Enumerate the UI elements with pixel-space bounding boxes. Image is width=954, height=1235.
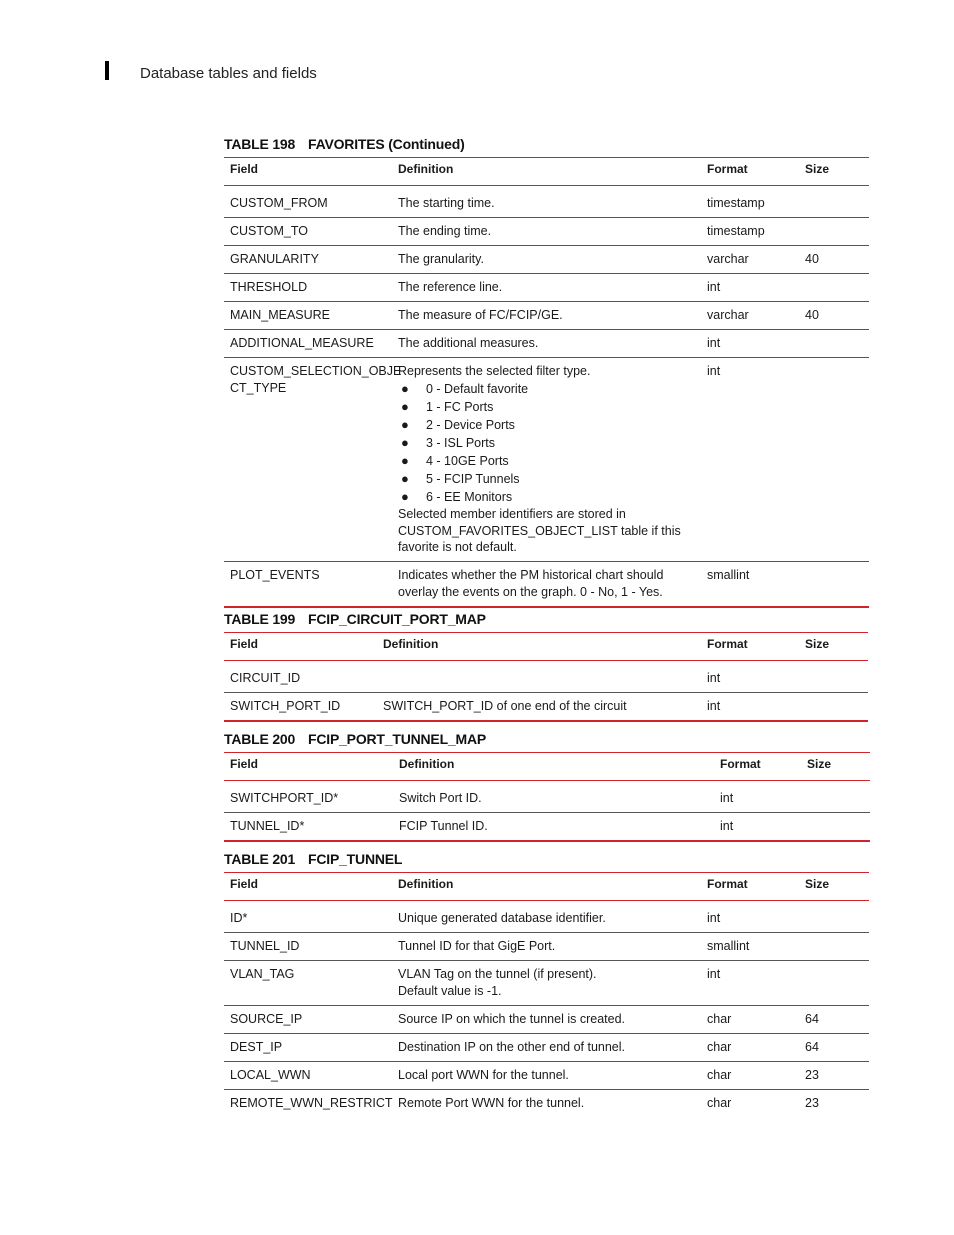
field-cell: CUSTOM_TO [224,218,392,246]
field-line: CUSTOM_SELECTION_OBJE [230,364,402,378]
bullet-icon: ● [401,471,409,486]
definition-cell: Tunnel ID for that GigE Port. [392,933,701,961]
list-item [398,380,695,398]
list-item [398,470,695,488]
field-cell: VLAN_TAG [224,961,392,1006]
field-cell: TUNNEL_ID* [224,813,393,842]
size-cell: 40 [799,302,869,330]
table-number: TABLE 199 [224,611,296,627]
column-header: Size [799,158,869,186]
format-cell: varchar [701,246,799,274]
format-cell: int [701,961,799,1006]
field-cell: GRANULARITY [224,246,392,274]
chapter-marker-bar [105,61,109,80]
list-item-text: 6 - EE Monitors [426,490,513,504]
size-cell [799,961,869,1006]
column-header: Size [799,633,868,661]
column-header: Field [224,753,393,781]
table-row [224,246,869,274]
size-cell [799,274,869,302]
table-row [224,218,869,246]
field-cell: THRESHOLD [224,274,392,302]
definition-cell: The starting time. [392,186,701,218]
size-cell [799,901,869,933]
size-cell: 40 [799,246,869,274]
list-item-text: 3 - ISL Ports [426,436,496,450]
bullet-icon: ● [401,489,409,504]
field-cell: CIRCUIT_ID [224,661,377,693]
column-header: Field [224,633,377,661]
field-cell: MAIN_MEASURE [224,302,392,330]
column-header: Size [799,873,869,901]
running-header: Database tables and fields [140,65,317,82]
table-row [224,274,869,302]
table-row [224,901,869,933]
table-row [224,1006,869,1034]
size-cell [799,693,868,722]
format-cell: varchar [701,302,799,330]
format-cell: timestamp [701,186,799,218]
field-cell: PLOT_EVENTS [224,561,392,607]
table-number: TABLE 201 [224,851,296,867]
table-name: FCIP_PORT_TUNNEL_MAP [308,731,487,747]
field-cell [224,358,402,562]
field-cell: ID* [224,901,392,933]
field-cell: ADDITIONAL_MEASURE [224,330,392,358]
table-row [224,961,869,1006]
table-row [224,693,868,722]
definition-cell: Indicates whether the PM historical chart should overlay the events on the graph. 0 - No, 1 - Yes. [392,561,701,607]
table-row [224,1090,869,1118]
format-cell: smallint [701,933,799,961]
size-cell [801,781,870,813]
format-cell: int [714,781,801,813]
table-201-caption [224,851,402,867]
field-cell: SWITCHPORT_ID* [224,781,393,813]
list-item [398,434,695,452]
table-number: TABLE 200 [224,731,296,747]
table-200 [224,752,870,842]
table-row [224,813,870,842]
list-item [398,452,695,470]
definition-cell: The reference line. [392,274,701,302]
table-row [224,1062,869,1090]
list-item-text: 4 - 10GE Ports [426,454,509,468]
definition-text: Default value is -1. [398,984,502,998]
size-cell [799,330,869,358]
column-header: Size [801,753,870,781]
column-header: Definition [392,158,701,186]
table-row [224,781,870,813]
column-header: Definition [393,753,714,781]
format-cell: smallint [701,561,799,607]
size-cell [799,933,869,961]
definition-cell: FCIP Tunnel ID. [393,813,714,842]
size-cell: 23 [799,1062,869,1090]
field-cell: REMOTE_WWN_RESTRICT [230,1096,393,1110]
definition-text: Represents the selected filter type. [398,364,591,378]
definition-cell: Source IP on which the tunnel is created. [392,1006,701,1034]
list-item [398,488,695,506]
table-row [224,561,869,607]
table-198 [224,157,869,608]
field-cell: TUNNEL_ID [224,933,392,961]
list-item-text: 5 - FCIP Tunnels [426,472,520,486]
format-cell: timestamp [701,218,799,246]
column-header: Format [701,633,799,661]
format-cell: char [701,1034,799,1062]
table-201 [224,872,869,1117]
definition-cell: SWITCH_PORT_ID of one end of the circuit [377,693,701,722]
definition-cell: The measure of FC/FCIP/GE. [392,302,701,330]
table-name: FCIP_CIRCUIT_PORT_MAP [308,611,486,627]
filter-type-list [398,380,695,506]
field-line: CT_TYPE [230,381,287,395]
field-cell: SWITCH_PORT_ID [224,693,377,722]
list-item-text: 1 - FC Ports [426,400,494,414]
table-198-caption [224,136,465,152]
bullet-icon: ● [401,399,409,414]
format-cell: char [701,1006,799,1034]
size-cell [799,358,869,562]
table-header-row [224,753,870,781]
definition-cell: Destination IP on the other end of tunnel. [392,1034,701,1062]
column-header: Field [224,158,392,186]
column-header: Format [701,158,799,186]
field-cell: DEST_IP [224,1034,392,1062]
list-item-text: 2 - Device Ports [426,418,515,432]
format-cell: int [714,813,801,842]
table-row [224,358,869,562]
definition-cell: Remote Port WWN for the tunnel. [398,1096,585,1110]
table-row [224,186,869,218]
table-row [224,661,868,693]
definition-cell: The additional measures. [392,330,701,358]
bullet-icon: ● [401,435,409,450]
table-199-caption [224,611,486,627]
size-cell [799,218,869,246]
definition-cell: The granularity. [392,246,701,274]
column-header: Field [224,873,392,901]
table-row [224,1034,869,1062]
format-cell: int [701,693,799,722]
format-cell: int [701,274,799,302]
list-item [398,398,695,416]
table-row [224,330,869,358]
definition-cell [377,661,701,693]
table-name: FAVORITES (Continued) [308,136,465,152]
field-cell: SOURCE_IP [224,1006,392,1034]
definition-cell: The ending time. [392,218,701,246]
size-cell: 23 [805,1096,819,1110]
table-row [224,933,869,961]
column-header: Definition [392,873,701,901]
field-cell: CUSTOM_FROM [224,186,392,218]
definition-text: VLAN Tag on the tunnel (if present). [398,967,597,981]
definition-note: Selected member identifiers are stored in CUSTOM_FAVORITES_OBJECT_LIST table if this favorite is not default. [398,507,681,554]
column-header: Format [701,873,799,901]
size-cell: 64 [799,1006,869,1034]
size-cell [799,186,869,218]
bullet-icon: ● [401,453,409,468]
format-cell: int [701,330,799,358]
size-cell [799,661,868,693]
format-cell: int [701,358,799,562]
table-number: TABLE 198 [224,136,296,152]
format-cell: int [701,661,799,693]
list-item [398,416,695,434]
table-row [224,302,869,330]
format-cell: char [707,1096,732,1110]
field-cell: LOCAL_WWN [224,1062,392,1090]
table-200-caption [224,731,486,747]
format-cell: int [701,901,799,933]
bullet-icon: ● [401,417,409,432]
table-header-row [224,633,868,661]
bullet-icon: ● [401,381,409,396]
table-header-row [224,873,869,901]
definition-cell [392,358,701,562]
definition-cell [392,961,701,1006]
list-item-text: 0 - Default favorite [426,382,529,396]
column-header: Format [714,753,801,781]
format-cell: char [701,1062,799,1090]
definition-cell: Unique generated database identifier. [392,901,701,933]
column-header: Definition [377,633,701,661]
size-cell [799,561,869,607]
table-header-row [224,158,869,186]
size-cell: 64 [799,1034,869,1062]
table-name: FCIP_TUNNEL [308,851,403,867]
definition-cell: Switch Port ID. [393,781,714,813]
size-cell [801,813,870,842]
table-199 [224,632,868,722]
definition-cell: Local port WWN for the tunnel. [392,1062,701,1090]
